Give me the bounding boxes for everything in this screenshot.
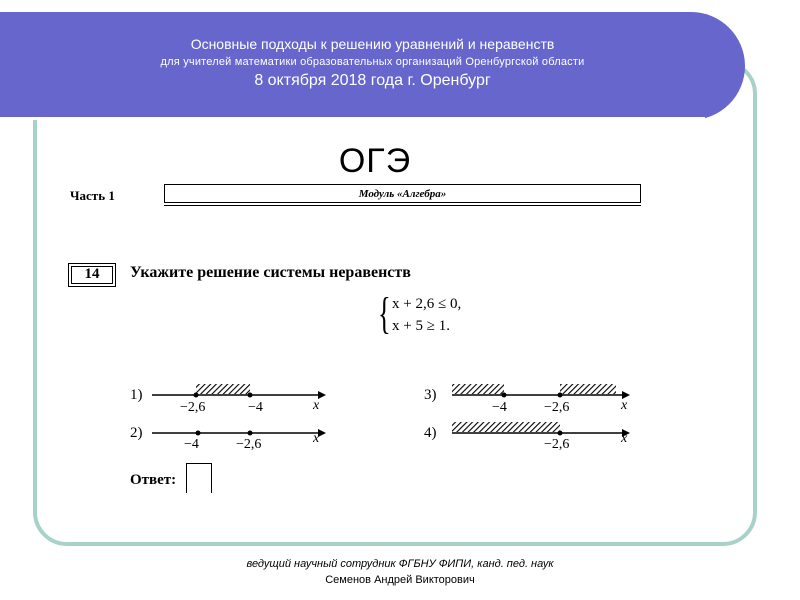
option-2-point-right — [248, 431, 253, 436]
answer-label: Ответ: — [130, 472, 177, 488]
option-1-label: 1) — [130, 387, 143, 403]
option-1-left-tick: −2,6 — [180, 400, 206, 415]
presenter-name: Семенов Андрей Викторович — [325, 574, 475, 586]
inequality-2: x + 5 ≥ 1. — [392, 318, 450, 334]
option-3-hatch-left — [452, 384, 504, 394]
option-2-number-line — [152, 429, 326, 437]
option-1-point-left — [194, 393, 199, 398]
option-3-point-right — [558, 393, 563, 398]
option-4-point — [558, 431, 563, 436]
part-label: Часть 1 — [70, 188, 115, 203]
header-subtitle: для учителей математики образовательных организаций Оренбургской области — [160, 56, 585, 68]
option-1-point-right — [248, 393, 253, 398]
option-3-point-left — [502, 393, 507, 398]
header-date-place: 8 октября 2018 года г. Оренбург — [254, 72, 491, 89]
option-1-number-line — [152, 384, 326, 399]
option-4-hatch — [452, 422, 560, 432]
slide-title: ОГЭ — [338, 142, 412, 180]
option-2-point-left — [196, 431, 201, 436]
system-brace: { — [378, 289, 391, 338]
option-4-tick: −2,6 — [544, 437, 570, 452]
task-number: 14 — [68, 263, 116, 287]
header-title: Основные подходы к решению уравнений и неравенств — [190, 36, 555, 52]
inequality-1: x + 2,6 ≤ 0, — [392, 296, 462, 312]
module-label: Модуль «Алгебра» — [164, 184, 641, 203]
option-2-axis-label: x — [313, 431, 320, 446]
option-1-right-tick: −4 — [248, 400, 263, 415]
option-3-hatch-right — [560, 384, 616, 394]
option-1-hatch — [196, 384, 250, 394]
option-2-label: 2) — [130, 425, 143, 441]
task-question: Укажите решение системы неравенств — [130, 264, 411, 281]
option-4-number-line — [452, 422, 630, 437]
option-4-axis-label: x — [621, 431, 628, 446]
option-3-left-tick: −4 — [492, 400, 507, 415]
option-3-right-tick: −2,6 — [544, 400, 570, 415]
option-2-right-tick: −2,6 — [236, 437, 262, 452]
option-3-axis-label: x — [621, 398, 628, 413]
presenter-role: ведущий научный сотрудник ФГБНУ ФИПИ, канд. пед. наук — [246, 558, 554, 570]
option-3-label: 3) — [424, 387, 437, 403]
option-1-axis-label: x — [313, 398, 320, 413]
answer-box[interactable] — [186, 463, 212, 493]
option-3-number-line — [452, 384, 630, 399]
option-4-label: 4) — [424, 425, 437, 441]
option-2-left-tick: −4 — [184, 437, 199, 452]
